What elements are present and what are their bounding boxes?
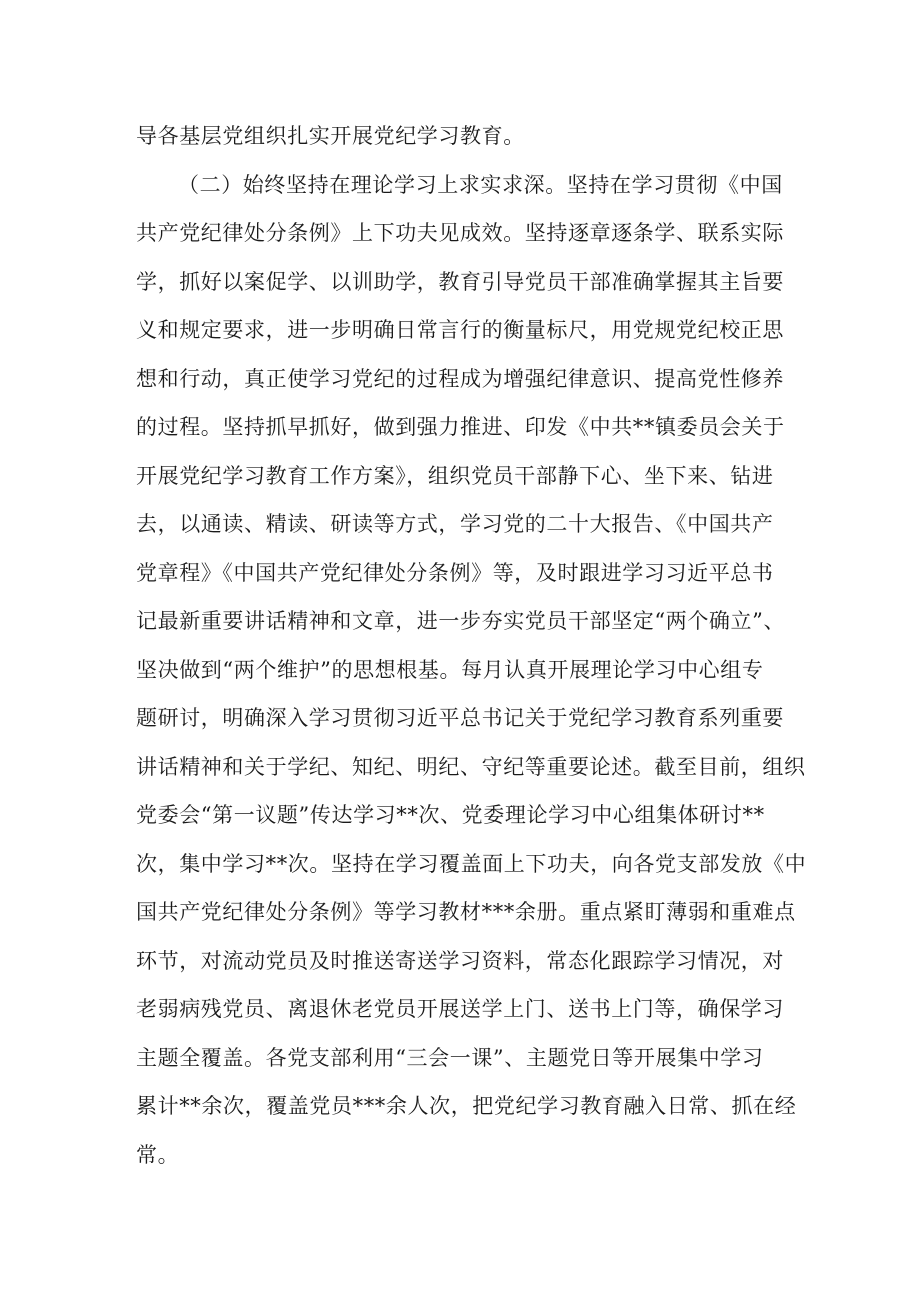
text-line: 党章程》《中国共产党纪律处分条例》等，及时跟进学习习近平总书 [136,560,774,585]
text-line: 累计**余次，覆盖党员***余人次，把党纪学习教育融入日常、抓在经 [136,1094,797,1118]
text-line: 题研讨，明确深入学习贯彻习近平总书记关于党纪学习教育系列重要 [136,706,784,730]
text-line: 共产党纪律处分条例》上下功夫见成效。坚持逐章逐条学、联系实际 [136,221,784,245]
text-line: 学，抓好以案促学、以训助学，教育引导党员干部准确掌握其主旨要 [136,269,784,294]
text-line: 的过程。坚持抓早抓好，做到强力推进、印发《中共**镇委员会关于 [136,415,785,439]
text-line: 次，集中学习**次。坚持在学习覆盖面上下功夫，向各党支部发放《中 [136,851,807,876]
text-line: 主题全覆盖。各党支部利用“三会一课”、主题党日等开展集中学习 [136,1045,764,1070]
section-heading-line: （二）始终坚持在理论学习上求实求深。坚持在学习贯彻《中国 [178,172,783,197]
text-line: 想和行动，真正使学习党纪的过程成为增强纪律意识、提高党性修养 [136,366,784,391]
text-line: 常。 [136,1142,180,1167]
text-line: 导各基层党组织扎实开展党纪学习教育。 [136,124,525,148]
text-line: 开展党纪学习教育工作方案》，组织党员干部静下心、坐下来、钻进 [136,463,774,488]
body-text [136,112,807,1179]
text-line: 老弱病残党员、离退休老党员开展送学上门、送书上门等，确保学习 [136,997,784,1021]
text-line: 去，以通读、精读、研读等方式，学习党的二十大报告、《中国共产 [136,512,774,536]
text-line: 坚决做到“两个维护”的思想根基。每月认真开展理论学习中心组专 [136,657,764,682]
text-line: 党委会“第一议题”传达学习**次、党委理论学习中心组集体研讨** [136,803,765,827]
text-line: 环节，对流动党员及时推送寄送学习资料，常态化跟踪学习情况，对 [136,948,784,973]
text-line: 记最新重要讲话精神和文章，进一步夯实党员干部坚定“两个确立”、 [136,609,786,633]
text-line: 国共产党纪律处分条例》等学习教材***余册。重点紧盯薄弱和重难点 [136,900,796,924]
text-line: 讲话精神和关于学纪、知纪、明纪、守纪等重要论述。截至目前，组织 [136,754,806,779]
text-line: 义和规定要求，进一步明确日常言行的衡量标尺，用党规党纪校正思 [136,318,784,342]
